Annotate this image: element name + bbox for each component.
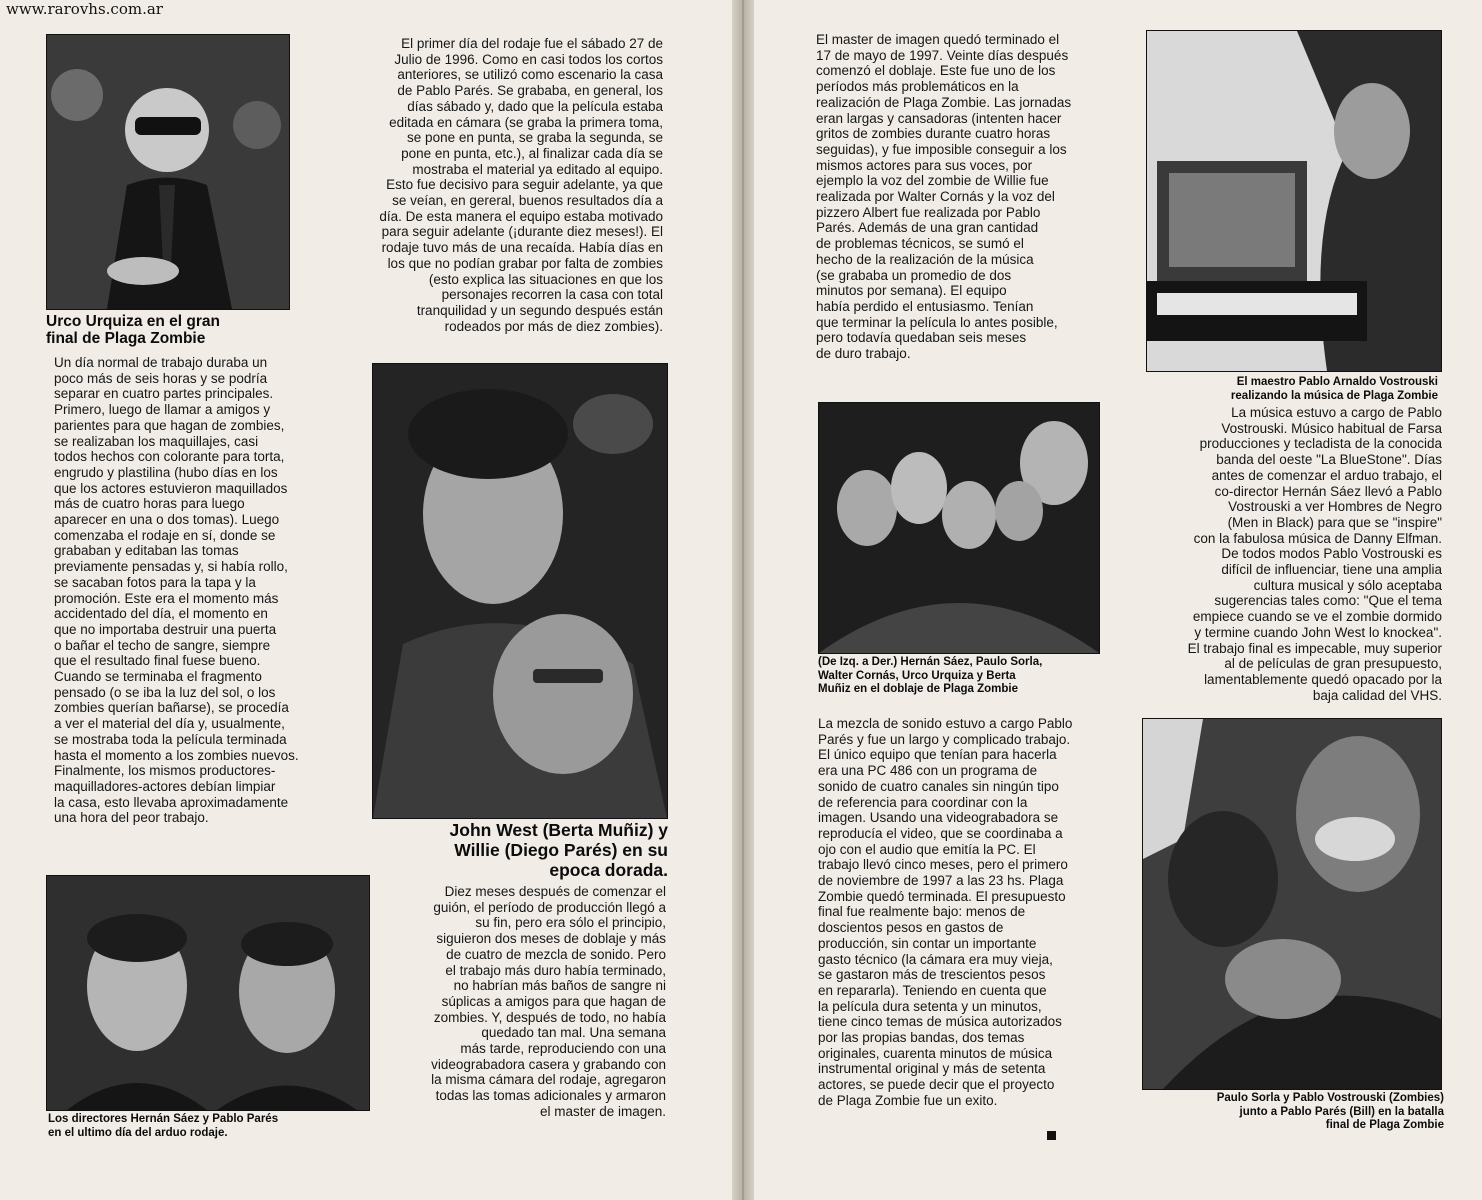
photo-zombies-batalla	[1142, 718, 1442, 1090]
photo-urco-urquiza	[46, 34, 290, 310]
article-right-col-left-top: El master de imagen quedó terminado el 17 de mayo de 1997. Veinte días después comenzó el doblaje. Este fue uno de los períodos más problemáticos en la realización de Plaga Zombie. Las jornadas eran largas y cansadoras (intenten hacer gritos de zombies durante cuatro horas seguidas), y fue imposible conseguir a los mismos actores para sus voces, por ejemplo la voz del zombie de Willie fue realizada por Walter Cornás y la voz del pizzero Albert fue realizada por Pablo Parés. Además de una gran cantidad de problemas técnicos, se sumó el hecho de la realización de la música (se grababa un promedio de dos minutos por semana). El equipo había perdido el entusiasmo. Tenían que terminar la película lo antes posible, pero todavía quedaban seis meses de duro trabajo.	[816, 32, 1072, 362]
article-right-col-right-mid: La música estuvo a cargo de Pablo Vostrouski. Músico habitual de Farsa producciones y tecladista de la conocida banda del oeste "La BlueStone". Días antes de comenzar el arduo trabajo, el co-director Hernán Sáez llevó a Pablo Vostrouski a ver Hombres de Negro (Men in Black) para que se "inspire" con la fabulosa música de Danny Elfman. De todos modos Pablo Vostrouski es difícil de influenciar, tiene una amplia cultura musical y sólo aceptaba sugerencias tales como: "Que el tema empiece cuando se ve el zombie dormido y termine cuando John West lo knockea". El trabajo final es impecable, muy superior al de películas de gran presupuesto, lamentablemente quedó opacado por la baja calidad del VHS.	[1187, 405, 1442, 703]
photo-doblaje-caption: (De Izq. a Der.) Hernán Sáez, Paulo Sorla, Walter Cornás, Urco Urquiza y Berta Muñiz en el doblaje de Plaga Zombie	[818, 656, 1043, 695]
photo-pablo-vostrouski	[1146, 30, 1442, 372]
article-end-mark	[1047, 1131, 1056, 1140]
photo-directores-caption: Los directores Hernán Sáez y Pablo Parés en el ultimo día del arduo rodaje.	[48, 1113, 279, 1139]
photo-urco-urquiza-caption: Urco Urquiza en el gran final de Plaga Zombie	[46, 313, 220, 347]
article-col-left: Un día normal de trabajo duraba un poco más de seis horas y se podría separar en cuatro partes principales. Primero, luego de llamar a amigos y parientes para que hagan de zombies, se realizaban los maquillajes, casi todos hechos con colorante para torta, engrudo y plastilina (hubo días en los que los actores estuvieron maquillados más de cuatro horas para luego aparecer en una o dos tomas). Luego comenzaba el rodaje en sí, donde se grababan y editaban las tomas previamente pensadas y, si había rollo, se sacaban fotos para la tapa y la promoción. Este era el momento más accidentado del día, el momento en que no importaba destruir una puerta o bañar el techo de sangre, siempre que el resultado final fuese bueno. Cuando se terminaba el fragmento pensado (o se iba la luz del sol, o los zombies querían bañarse), se procedía a ver el material del día y, usualmente, se mostraba toda la película terminada hasta el momento a los zombies nuevos. Finalmente, los mismos productores- maquilladores-actores debían limpiar la casa, esto llevaba aproximadamente una hora del peor trabajo.	[54, 355, 299, 826]
article-right-col-left-bottom: La mezcla de sonido estuvo a cargo Pablo Parés y fue un largo y complicado trabajo. El único equipo que tenían para hacerla era una PC 486 con un programa de sonido de cuatro canales sin ningún tipo de referencia para coordinar con la imagen. Usando una videograbadora se reproducía el video, que se coordinaba a ojo con el audio que emitía la PC. El trabajo llevó cinco meses, pero el primero de noviembre de 1997 a las 23 hs. Plaga Zombie quedó terminada. El presupuesto final fue realmente bajo: menos de doscientos pesos en gastos de producción, sin contar un importante gasto técnico (la cámara era muy vieja, se gastaron más de trescientos pesos en repararla). Teniendo en cuenta que la película dura setenta y un minutos, tiene cinco temas de música autorizados por las propias bandas, dos temas originales, cuarenta minutos de música instrumental original y más de setenta actores, se puede decir que el proyecto de Plaga Zombie fue un exito.	[818, 716, 1073, 1108]
photo-doblaje	[818, 402, 1100, 654]
photo-zombies-batalla-caption: Paulo Sorla y Pablo Vostrouski (Zombies) junto a Pablo Parés (Bill) en la batalla final de Plaga Zombie	[1216, 1092, 1444, 1131]
article-col-right-bottom: Diez meses después de comenzar el guión, el período de producción llegó a su fin, pero era sólo el principio, siguieron dos meses de doblaje y más de cuatro de mezcla de sonido. Pero el trabajo más duro había terminado, no habrían más baños de sangre ni súplicas a amigos para que hagan de zombies. Y, después de todo, no había quedado tan mal. Una semana más tarde, reproduciendo con una videograbadora casera y grabando con la misma cámara del rodaje, agregaron todas las tomas adicionales y armaron el master de imagen.	[431, 884, 666, 1119]
photo-pablo-vostrouski-caption: El maestro Pablo Arnaldo Vostrouski realizando la música de Plaga Zombie	[1230, 376, 1438, 402]
book-gutter	[732, 0, 754, 1200]
photo-john-west-willie-caption: John West (Berta Muñiz) y Willie (Diego Parés) en su epoca dorada.	[449, 820, 668, 880]
photo-directores	[46, 875, 370, 1111]
site-url: www.rarovhs.com.ar	[6, 0, 163, 18]
photo-john-west-willie	[372, 363, 668, 819]
article-col-right-top: El primer día del rodaje fue el sábado 27 de Julio de 1996. Como en casi todos los cortos anteriores, se utilizó como escenario la casa de Pablo Parés. Se grababa, en general, los días sábado y, dado que la película estaba editada en cámara (se graba la primera toma, se pone en punta, se graba la segunda, se pone en punta, etc.), al finalizar cada día se mostraba el material ya editado al equipo. Esto fue decisivo para seguir adelante, ya que se veían, en gereral, buenos resultados día a día. De esta manera el equipo estaba motivado para seguir adelante (¡durante diez meses!). El rodaje tuvo más de una recaída. Había días en los que no podían grabar por falta de zombies (esto explica las situaciones en que los personajes recorren la casa con total tranquilidad y un segundo después están rodeados por más de diez zombies).	[379, 36, 663, 334]
